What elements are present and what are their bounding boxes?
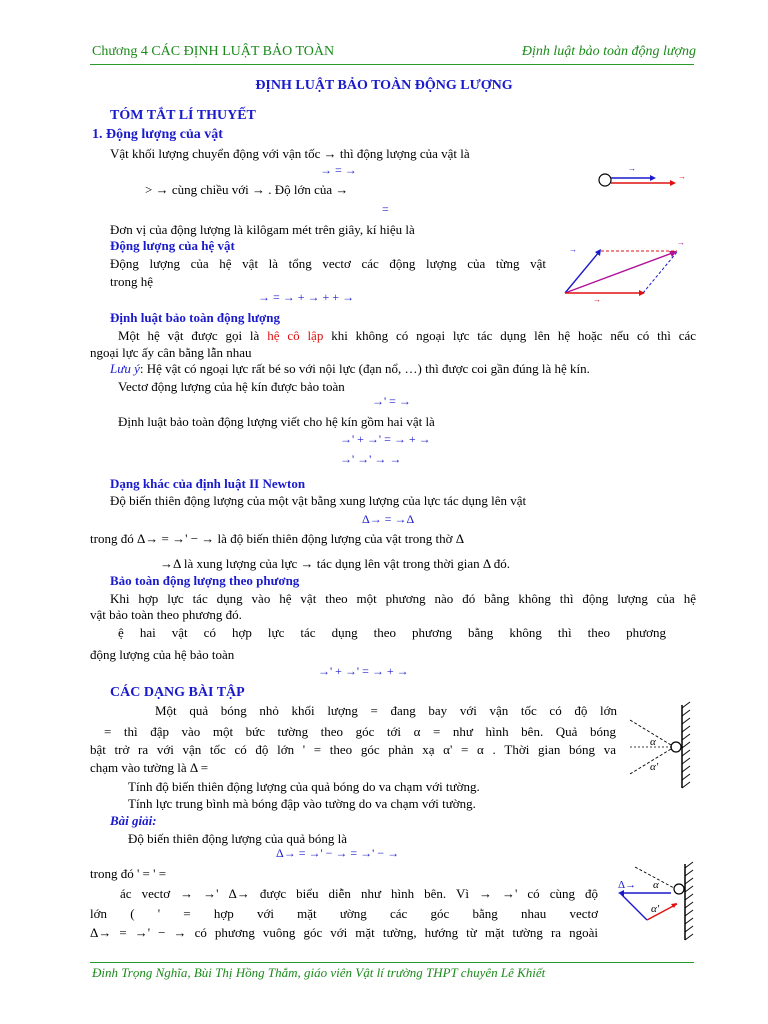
alpha-prime-label: α': [650, 761, 659, 773]
header-chapter: Chương 4 CÁC ĐỊNH LUẬT BẢO TOÀN: [92, 44, 335, 59]
header-topic: Định luật bảo toàn động lượng: [521, 44, 696, 59]
svg-text:→: →: [569, 245, 577, 254]
equation: →' = →: [372, 394, 411, 408]
footer-rule: [90, 962, 694, 963]
text-line: Khi hợp lực tác dụng vào hệ vật theo một phương nào đó bằng không thì động lượng của hệ: [110, 591, 696, 606]
vector-sum-figure: [555, 238, 690, 304]
text-line: trong hệ: [110, 274, 153, 289]
text-line: chạm vào tường là Δ =: [90, 760, 209, 775]
equation: → = →: [320, 163, 357, 177]
svg-text:→: →: [628, 164, 636, 173]
equation: →' + →' = → + →: [318, 664, 409, 678]
highlight-isolated-system: hệ cô lập: [267, 328, 324, 343]
svg-text:→: →: [677, 238, 685, 247]
text-line: Một quả bóng nhỏ khối lượng = đang bay với vận tốc có độ lớn: [155, 703, 617, 718]
section-title-newton-second-law: Dạng khác của định luật II Newton: [110, 476, 306, 491]
question-2: Tính lực trung bình mà bóng đập vào tường do va chạm với tường.: [128, 796, 476, 811]
equation: →' + →' = → + →: [340, 432, 431, 446]
section-title-system-momentum: Động lượng của hệ vật: [110, 238, 235, 253]
text-line: Định luật bảo toàn động lượng viết cho hệ kín gồm hai vật là: [118, 414, 435, 429]
momentum-vector-figure: [590, 165, 690, 195]
text-line: động lượng của hệ bảo toàn: [90, 647, 235, 662]
text-line: = thì đập vào một bức tường theo góc tới α = như hình bên. Quả bóng: [104, 724, 616, 739]
delta-momentum-figure: [615, 862, 700, 942]
delta-p-label: Δ→: [618, 879, 637, 891]
text-line: Vectơ động lượng của hệ kín được bảo toàn: [118, 379, 345, 394]
page-title: ĐỊNH LUẬT BẢO TOÀN ĐỘNG LƯỢNG: [255, 78, 513, 93]
footer-authors: Đinh Trọng Nghĩa, Bùi Thị Hồng Thắm, giáo viên Vật lí trường THPT chuyên Lê Khiết: [92, 965, 546, 980]
text-line: ệ hai vật có hợp lực tác dụng theo phương bằng không thì theo phương: [118, 625, 666, 640]
section-title-directional-conservation: Bảo toàn động lượng theo phương: [110, 573, 300, 588]
text-line: trong đó Δ→ = →' − → là độ biến thiên động lượng của vật trong thờ Δ: [90, 531, 465, 546]
question-1: Tính độ biến thiên động lượng của quả bóng do va chạm với tường.: [128, 779, 480, 794]
text-line: Độ biến thiên động lượng của một vật bằng xung lượng của lực tác dụng lên vật: [110, 493, 527, 508]
note-line: Lưu ý: Hệ vật có ngoại lực rất bé so với nội lực (đạn nổ, …) thì được coi gần đúng là hệ kín.: [110, 361, 590, 376]
text-line: Đơn vị của động lượng là kilôgam mét trên giây, kí hiệu là: [110, 222, 415, 237]
equation: =: [382, 202, 389, 216]
text-line: vật bảo toàn theo phương đó.: [90, 607, 242, 622]
alpha-label-2: α: [653, 879, 659, 891]
svg-text:→: →: [593, 295, 601, 304]
text-line: Vật khối lượng chuyển động với vận tốc → thì động lượng của vật là: [110, 146, 470, 161]
text-line: ngoại lực ấy cân bằng lẫn nhau: [90, 345, 252, 360]
svg-text:→: →: [678, 172, 686, 181]
text-line: →Δ là xung lượng của lực → tác dụng lên vật trong thời gian Δ đó.: [160, 556, 511, 571]
alpha-label: α: [650, 736, 656, 748]
text-line: ác vectơ → →' Δ→ được biểu diễn như hình bên. Vì → →' có cùng độ: [120, 886, 598, 901]
text-line-isolated-system: Một hệ vật được gọi là hệ cô lập khi không có ngoại lực tác dụng lên hệ hoặc nếu có thì các: [118, 328, 697, 343]
text-line: bật trở ra với vận tốc có độ lớn ' = theo góc phản xạ α' = α . Thời gian bóng va: [90, 742, 616, 757]
section-title-momentum: 1. Động lượng của vật: [92, 127, 223, 142]
equation: → = → + → + + →: [258, 290, 355, 304]
text-line: Δ→ = →' − → có phương vuông góc với mặt tường, hướng từ mặt tường ra ngoài: [90, 925, 598, 940]
section-heading-theory: TÓM TẮT LÍ THUYẾT: [110, 108, 256, 123]
text-line: Độ biến thiên động lượng của quả bóng là: [128, 831, 347, 846]
equation: Δ→ = →Δ: [362, 512, 415, 526]
text-line: Động lượng của hệ vật là tổng vectơ các động lượng của từng vật: [110, 256, 546, 271]
ball-wall-figure: [620, 700, 700, 790]
text-line: > → cùng chiều với → . Độ lớn của →: [145, 182, 349, 197]
header-rule: [90, 64, 694, 65]
text-line: trong đó ' = ' =: [90, 866, 167, 881]
section-title-conservation-law: Định luật bảo toàn động lượng: [110, 310, 280, 325]
section-heading-exercises: CÁC DẠNG BÀI TẬP: [110, 685, 245, 700]
solution-label: Bài giải:: [110, 813, 157, 828]
equation: →' →' → →: [340, 452, 402, 466]
text-line: lớn ( ' = hợp với mặt ường các góc bằng nhau vectơ: [90, 906, 598, 921]
alpha-prime-label-2: α': [651, 903, 660, 915]
equation: Δ→ = →' − → = →' − →: [276, 846, 400, 860]
